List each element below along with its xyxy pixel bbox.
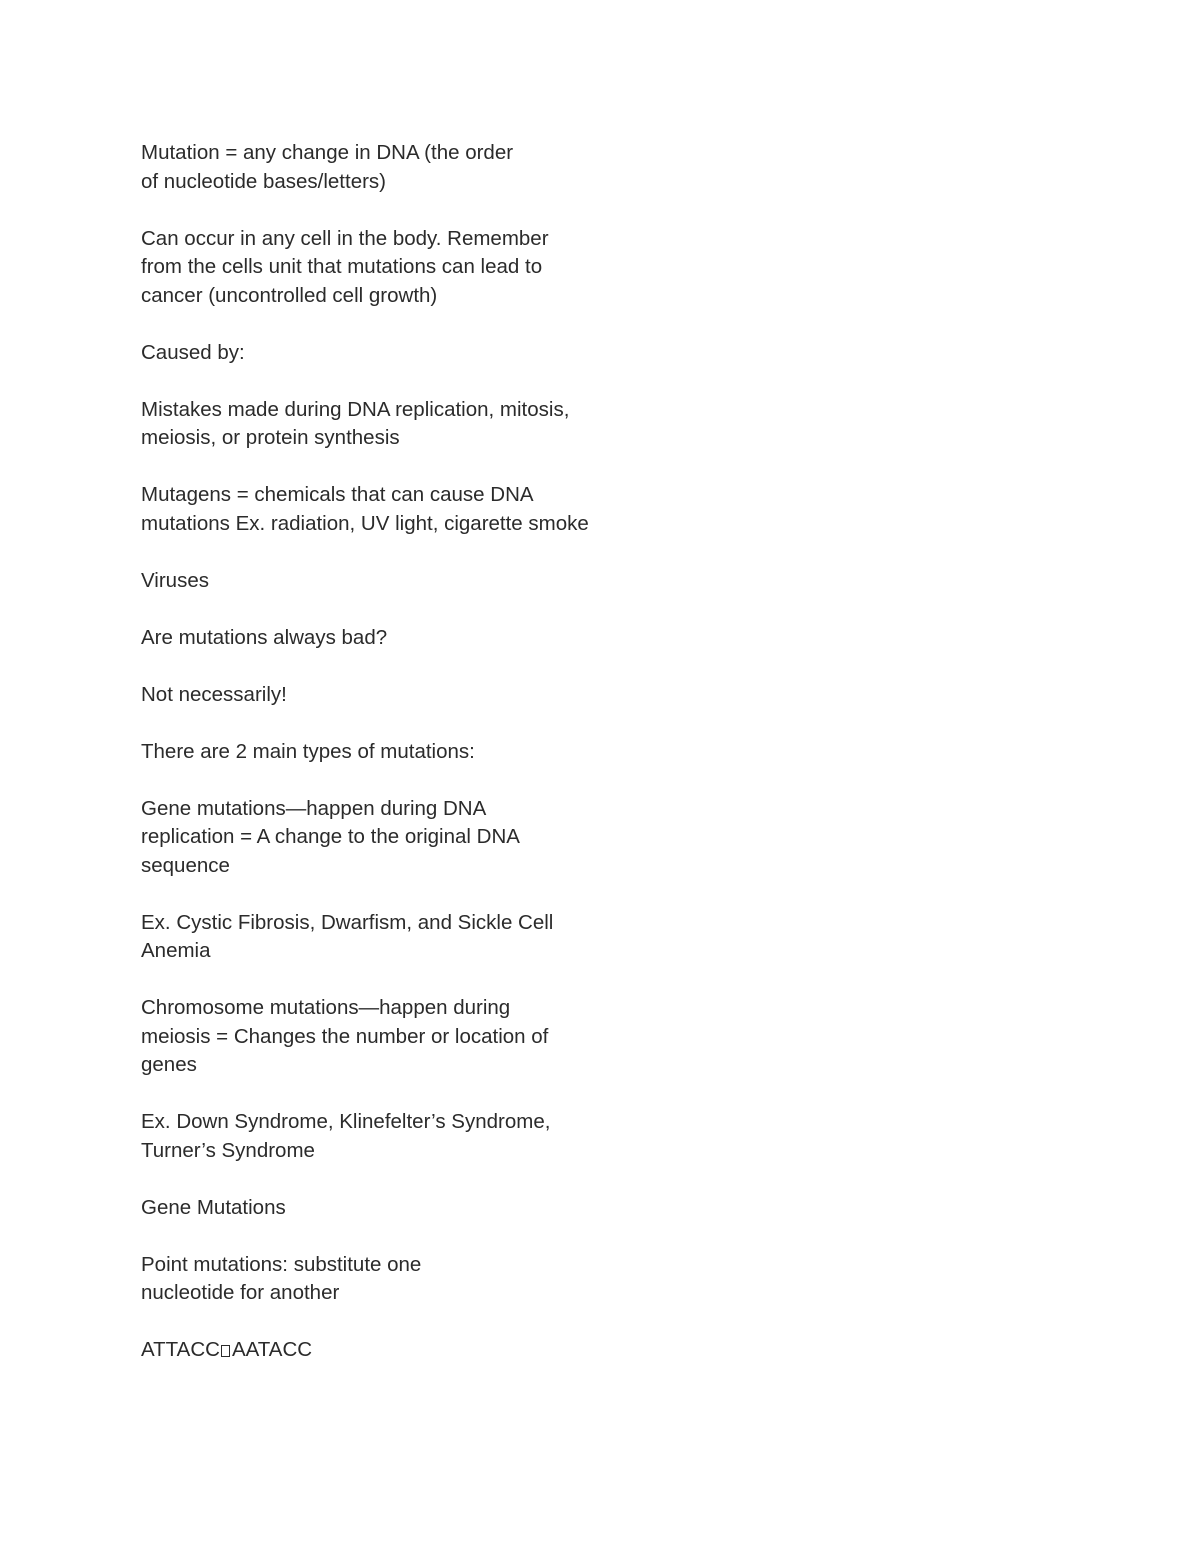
text-line: Mutagens = chemicals that can cause DNA (141, 483, 534, 506)
paragraph-mistakes (141, 396, 661, 453)
text-line: Mistakes made during DNA replication, mitosis, (141, 397, 570, 421)
text-line: Ex. Cystic Fibrosis, Dwarfism, and Sickle Cell (141, 910, 554, 934)
text-line: There are 2 main types of mutations: (141, 739, 475, 763)
paragraph-gene-mutations (141, 795, 661, 881)
text-line: Gene mutations—happen during DNA (141, 796, 487, 820)
paragraph-viruses (141, 567, 661, 596)
paragraph-chromosome-mutations (141, 994, 661, 1080)
text-line: Are mutations always bad? (141, 625, 388, 649)
text-line: Viruses (141, 568, 209, 592)
paragraph-mutation-definition (141, 139, 661, 196)
text-line: Anemia (141, 939, 211, 962)
text-line: cancer (uncontrolled cell growth) (141, 283, 438, 307)
text-line: meiosis, or protein synthesis (141, 426, 400, 449)
paragraph-chromosome-examples (141, 1108, 661, 1165)
document-body (141, 139, 661, 1393)
text-line: meiosis = Changes the number or location of (141, 1024, 549, 1048)
paragraph-mutagens (141, 481, 661, 538)
text-line: Chromosome mutations—happen during (141, 996, 511, 1019)
text-line: from the cells unit that mutations can lead to (141, 255, 543, 278)
paragraph-types-intro (141, 738, 661, 767)
sequence-example (141, 1336, 661, 1365)
text-line: Not necessarily! (141, 682, 287, 706)
text-line: genes (141, 1053, 197, 1076)
sequence-before: ATTACC (141, 1338, 220, 1361)
paragraph-point-mutations (141, 1251, 661, 1308)
text-line: Can occur in any cell in the body. Remember (141, 226, 549, 250)
paragraph-occurrence (141, 225, 661, 311)
missing-glyph-box-icon (221, 1345, 230, 1357)
text-line: Caused by: (141, 340, 245, 364)
paragraph-answer (141, 681, 661, 710)
sequence-after: AATACC (231, 1338, 313, 1361)
paragraph-question (141, 624, 661, 653)
text-line: Mutation = any change in DNA (the order (141, 141, 514, 164)
text-line: mutations Ex. radiation, UV light, cigarette smoke (141, 511, 589, 535)
text-line: Ex. Down Syndrome, Klinefelter’s Syndrome, (141, 1110, 551, 1133)
heading-gene-mutations (141, 1194, 661, 1223)
paragraph-gene-examples (141, 909, 661, 966)
text-line: replication = A change to the original DNA (141, 825, 520, 848)
text-line: Gene Mutations (141, 1195, 286, 1219)
text-line: Turner’s Syndrome (141, 1138, 315, 1162)
text-line: Point mutations: substitute one (141, 1252, 422, 1276)
sequence-line (141, 1336, 661, 1365)
text-line: of nucleotide bases/letters) (141, 169, 386, 193)
text-line: sequence (141, 853, 230, 877)
paragraph-caused-by (141, 339, 661, 368)
text-line: nucleotide for another (141, 1281, 340, 1304)
